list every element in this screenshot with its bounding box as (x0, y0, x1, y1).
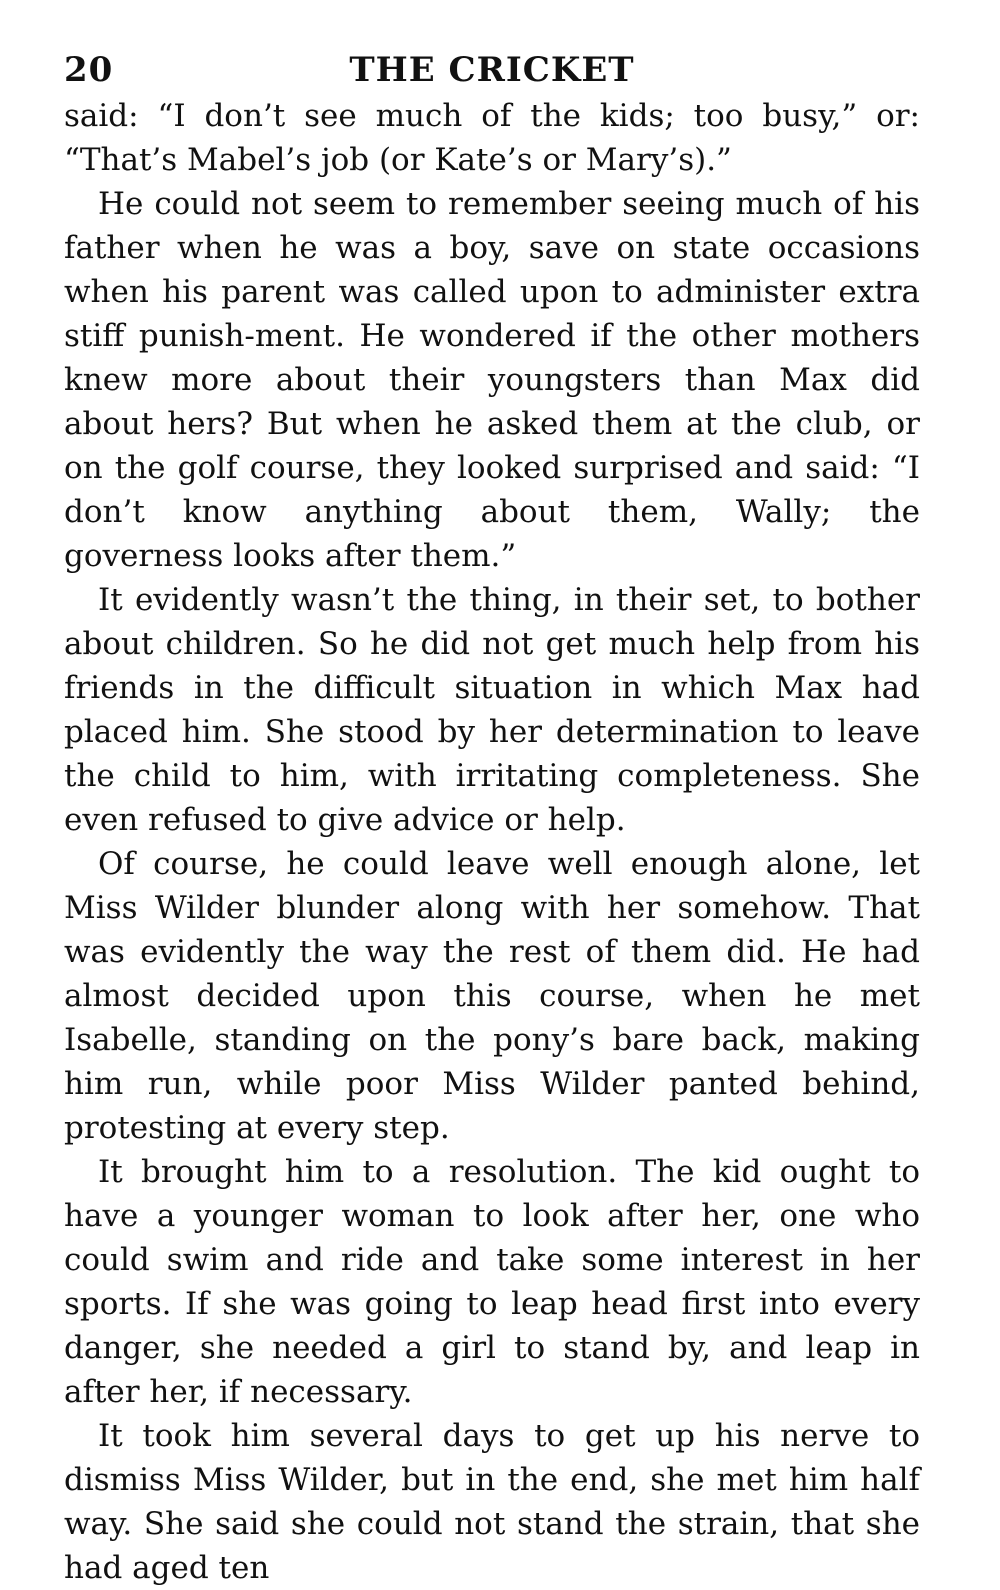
running-head: THE CRICKET (349, 50, 635, 90)
page-number: 20 (64, 50, 114, 90)
paragraph: Of course, he could leave well enough alone, let Miss Wilder blunder along with her somehow. That was evidently the way the rest of them did. He had almost decided upon this course, when he met Isabelle, standing on the pony’s bare back, making him run, while poor Miss Wilder panted behind, protesting at every step. (64, 846, 920, 1146)
paragraph: He could not seem to remember seeing much of his father when he was a boy, save on state occasions when his parent was called upon to administer extra stiff punish-ment. He wondered if the other mothers knew more about their youngsters than Max did about hers? But when he asked them at the club, or on the golf course, they looked surprised and said: “I don’t know anything about them, Wally; the governess looks after them.” (64, 186, 920, 574)
body-text (64, 94, 920, 1590)
paragraph-continued: said: “I don’t see much of the kids; too busy,” or: “That’s Mabel’s job (or Kate’s or Mary’s).” (64, 98, 920, 178)
paragraph: It brought him to a resolution. The kid ought to have a younger woman to look after her, one who could swim and ride and take some interest in her sports. If she was going to leap head first into every danger, she needed a girl to stand by, and leap in after her, if necessary. (64, 1154, 920, 1410)
paragraph: It took him several days to get up his nerve to dismiss Miss Wilder, but in the end, she met him half way. She said she could not stand the strain, that she had aged ten (64, 1418, 920, 1586)
page-header (64, 50, 920, 94)
book-page (64, 50, 920, 1590)
paragraph: It evidently wasn’t the thing, in their set, to bother about children. So he did not get much help from his friends in the difficult situation in which Max had placed him. She stood by her determination to leave the child to him, with irritating completeness. She even refused to give advice or help. (64, 582, 920, 838)
